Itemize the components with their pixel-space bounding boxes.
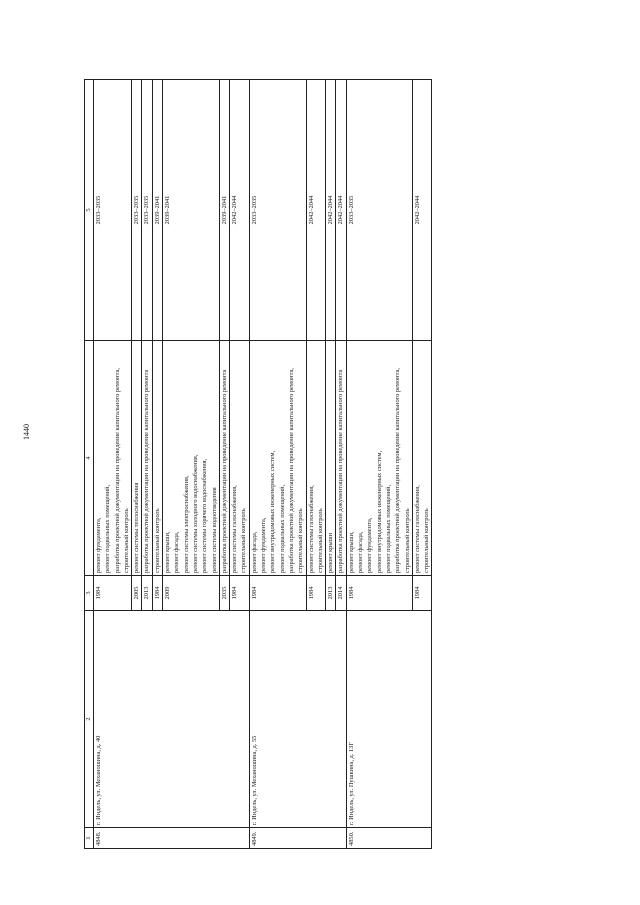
period-cell: 2033–2035 (94, 80, 132, 341)
period-cell: 2042–2044 (306, 80, 326, 341)
header-col-1: 1 (85, 828, 94, 849)
work-cell: ремонт системы теплоснабжения (132, 341, 142, 576)
period-cell: 2042–2044 (412, 80, 432, 341)
header-col-2: 2 (85, 611, 94, 828)
repair-schedule-table (84, 79, 432, 849)
row-number: 4849. (249, 828, 346, 849)
period-cell: 2033–2035 (132, 80, 142, 341)
period-cell: 2033–2035 (142, 80, 152, 341)
address-cell: г. Индель, ул. Пушкина, д. 13Г (346, 611, 432, 828)
work-cell: ремонт системы газоснабжения, строительный контроль (230, 341, 250, 576)
year-cell: 1984 (230, 576, 250, 611)
year-cell: 2035 (219, 576, 229, 611)
period-cell: 2042–2044 (230, 80, 250, 341)
period-cell: 2042–2044 (336, 80, 346, 341)
table-row (249, 80, 306, 849)
row-number: 4848. (94, 828, 250, 849)
header-row (85, 80, 94, 849)
period-cell: 2033–2035 (346, 80, 412, 341)
table-row (94, 80, 132, 849)
table-row (346, 80, 412, 849)
work-cell: разработка проектной документации на проведение капитального ремонта (142, 341, 152, 576)
year-cell: 1984 (249, 576, 306, 611)
period-cell: 2033–2035 (249, 80, 306, 341)
work-cell: строительный контроль (152, 341, 162, 576)
work-cell: ремонт крыши, ремонт фасада, ремонт фундамента, ремонт внутридомовых инженерных систем, ремонт подвальных помещений, разработка проектной документации на проведение капитального ремонта, строительный контроль (346, 341, 412, 576)
work-cell: ремонт крыши, ремонт фасада, ремонт системы электроснабжения, ремонт системы холодного водоснабжения, ремонт системы горячего водоснабжения, ремонт системы водоотведения (163, 341, 220, 576)
year-cell: 2009 (163, 576, 220, 611)
work-cell: разработка проектной документации на проведение капитального ремонта (219, 341, 229, 576)
year-cell: 2013 (326, 576, 336, 611)
address-cell: г. Индель, ул. Механошина, д. 55 (249, 611, 346, 828)
header-col-5: 5 (85, 80, 94, 341)
work-cell: разработка проектной документации на проведение капитального ремонта (336, 341, 346, 576)
year-cell: 1984 (152, 576, 162, 611)
address-cell: г. Индель, ул. Механошина, д. 40 (94, 611, 250, 828)
rotated-page (84, 79, 592, 849)
year-cell: 1984 (306, 576, 326, 611)
year-cell: 2014 (336, 576, 346, 611)
page-number: 1440 (22, 424, 31, 440)
row-number: 4850. (346, 828, 432, 849)
header-col-3: 3 (85, 576, 94, 611)
year-cell: 1984 (94, 576, 132, 611)
header-col-4: 4 (85, 341, 94, 576)
work-cell: ремонт системы газоснабжения, строительный контроль (412, 341, 432, 576)
period-cell: 2039–2041 (163, 80, 220, 341)
work-cell: ремонт фасада, ремонт фундамента, ремонт внутридомовых инженерных систем, ремонт подвальных помещений, разработка проектной документации на проведение капитального ремонта, строительный контроль (249, 341, 306, 576)
work-cell: ремонт фундамента, ремонт подвальных помещений, разработка проектной документации на проведение капитального ремонта, строительный контроль (94, 341, 132, 576)
year-cell: 1984 (346, 576, 412, 611)
work-cell: ремонт крыши (326, 341, 336, 576)
year-cell: 2005 (132, 576, 142, 611)
year-cell: 1984 (412, 576, 432, 611)
period-cell: 2039–2041 (219, 80, 229, 341)
work-cell: ремонт системы газоснабжения, строительный контроль (306, 341, 326, 576)
year-cell: 2013 (142, 576, 152, 611)
period-cell: 2039–2041 (152, 80, 162, 341)
period-cell: 2042–2044 (326, 80, 336, 341)
